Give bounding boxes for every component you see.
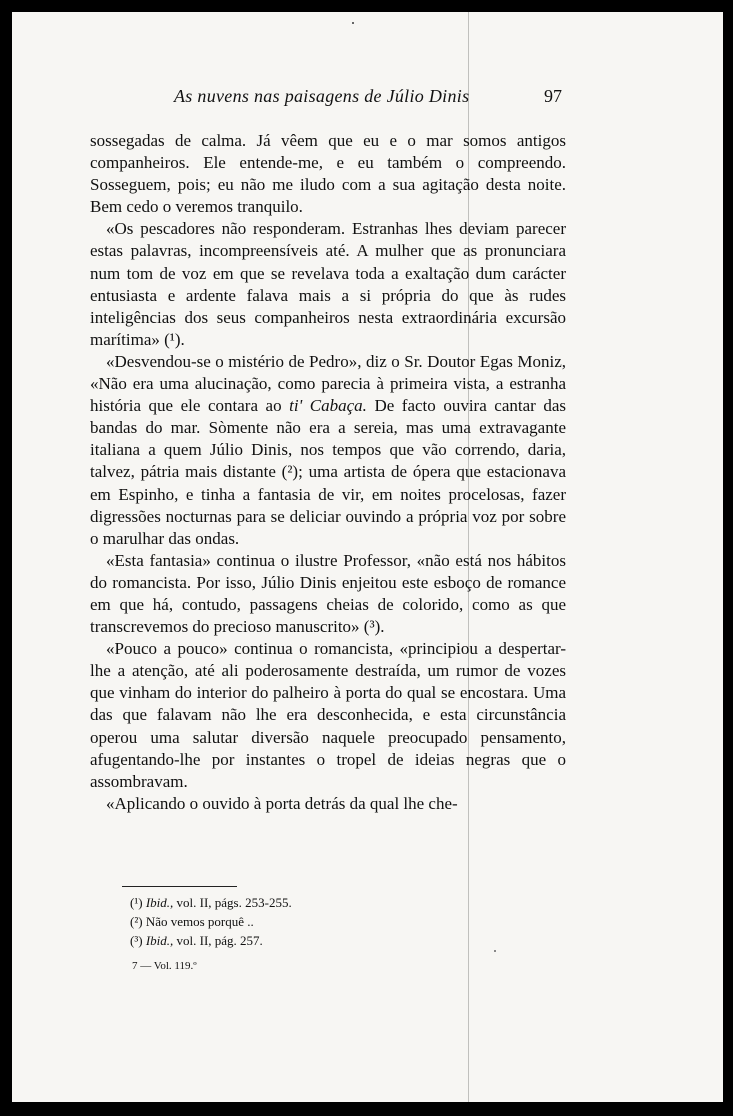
- footnote-text: vol. II, págs. 253-255.: [176, 895, 292, 910]
- paragraph-3: [90, 351, 566, 550]
- running-title: As nuvens nas paisagens de Júlio Dinis: [174, 86, 470, 106]
- footnote-2: [130, 912, 292, 931]
- footnote-text: Não vemos porquê ..: [145, 914, 254, 929]
- footnote-mark: (²): [130, 914, 143, 929]
- footnote-1: [130, 893, 292, 912]
- page-number: 97: [544, 86, 562, 106]
- paragraph-3-text-b: De facto ouvira cantar das bandas do mar. Sòmente não era a sereia, mas uma extravagante italiana a quem Júlio Dinis, nos tempos que vão correndo, daria, talvez, pátria mais distante (²); uma artista de ópera que estacionava em Espinho, e tinha a fantasia de vir, em noites procelosas, fazer digressões nocturnas para se deliciar ouvindo a própria voz por sobre o marulhar das ondas.: [90, 396, 567, 548]
- printer-signature: 7 — Vol. 119.º: [132, 960, 197, 972]
- paragraph-3-text-a: «Desvendou-se o mistério de Pedro», diz o Sr. Doutor Egas Moniz, «Não era uma alucinação, como parecia à primeira vista, a estranha história que ele contara ao: [90, 351, 566, 416]
- running-header: [12, 86, 723, 110]
- footnotes: [130, 893, 292, 950]
- paragraph-5: «Pouco a pouco» continua o romancista, «principiou a despertar-lhe a atenção, até ali poderosamente destraída, um rumor de vozes que vinham do interior do palheiro à porta do qual se encostara. Uma das que falavam não lhe era desconhecida, e esta circunstância operou uma salutar diversão naquele preocupado pensamento, afugentando-lhe por instantes o tropel de ideias negras que o assombravam.: [90, 639, 566, 791]
- paragraph-6: «Aplicando o ouvido à porta detrás da qual lhe che-: [106, 793, 458, 813]
- paragraph-3-name: ti' Cabaça.: [289, 396, 367, 416]
- footnote-ref: Ibid.,: [145, 895, 174, 910]
- body-text: [90, 130, 566, 815]
- scan-speck: [494, 950, 496, 952]
- book-page: [12, 12, 723, 1102]
- paragraph-4: «Esta fantasia» continua o ilustre Professor, «não está nos hábitos do romancista. Por isso, Júlio Dinis enjeitou este esboço de romance em que há, contudo, passagens cheias de colorido, como as que transcrevemos do precioso manuscrito» (³).: [90, 550, 566, 637]
- footnote-3: [130, 931, 292, 950]
- footnote-text: vol. II, pág. 257.: [176, 933, 263, 948]
- footnote-ref: Ibid.,: [145, 933, 174, 948]
- paragraph-2: «Os pescadores não responderam. Estranhas lhes deviam parecer estas palavras, incompreensíveis até. A mulher que as pronunciara num tom de voz em que se revelava toda a exaltação dum carácter entusiasta e ardente falava mais a si própria do que às rudes inteligências dos seus companheiros nesta extraordinária excursão marítima» (¹).: [90, 219, 566, 349]
- footnote-rule: [122, 886, 237, 887]
- footnote-mark: (³): [130, 933, 143, 948]
- footnote-mark: (¹): [130, 895, 143, 910]
- scan-speck: [352, 22, 354, 24]
- paragraph-1: sossegadas de calma. Já vêem que eu e o mar somos antigos companheiros. Ele entende-me, e eu também o compreendo. Sosseguem, pois; eu não me iludo com a sua agitação desta noite. Bem cedo o veremos tranquilo.: [90, 131, 566, 217]
